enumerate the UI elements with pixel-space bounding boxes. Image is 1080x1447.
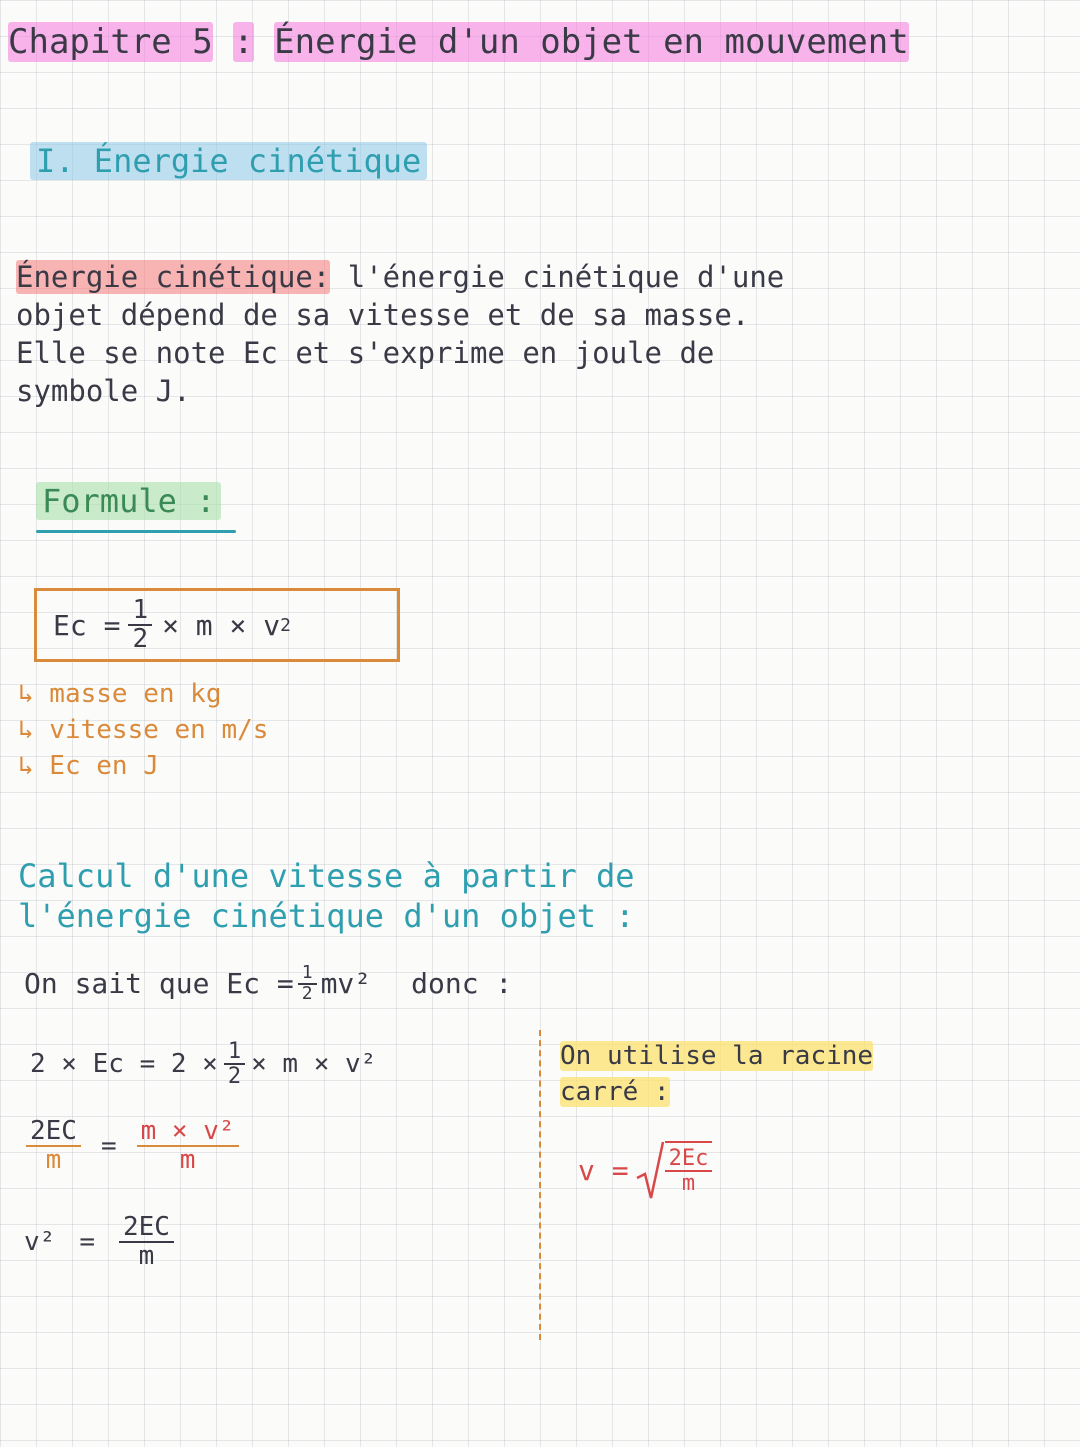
- calc-step3-l: v²: [24, 1227, 56, 1258]
- formula-box: [34, 588, 400, 662]
- side-note: [560, 1038, 873, 1110]
- calc-title-line-1: Calcul d'une vitesse à partir de: [18, 857, 635, 895]
- root-formula: [578, 1138, 712, 1202]
- calc-title-line-2: l'énergie cinétique d'un objet :: [18, 897, 635, 935]
- calc-step3-frac: [119, 1214, 174, 1271]
- unit-energy: ↳ Ec en J: [18, 751, 159, 781]
- formula-half: [128, 594, 152, 654]
- root-lhs: v =: [578, 1153, 629, 1187]
- definition-line-1: [16, 258, 784, 296]
- chapter-number: Chapitre 5: [8, 22, 213, 62]
- chapter-sep: :: [233, 22, 254, 62]
- calc-step3-eq: =: [79, 1227, 95, 1258]
- calc-step1-den: 2: [227, 1064, 242, 1090]
- calc-step2-lnum: 2EC: [26, 1118, 81, 1147]
- unit-speed: ↳ vitesse en m/s: [18, 715, 269, 745]
- calc-step3-den: m: [138, 1241, 155, 1272]
- section-heading: I. Énergie cinétique: [30, 142, 427, 180]
- definition-term: Énergie cinétique:: [16, 260, 331, 294]
- calc-step3-num: 2EC: [119, 1214, 174, 1243]
- definition-line-2: objet dépend de sa vitesse et de sa masse.: [16, 298, 750, 332]
- calc-step1-a: 2 × Ec = 2 ×: [30, 1049, 218, 1080]
- calc-intro: [24, 964, 512, 1004]
- calc-intro-b: mv²: [320, 967, 372, 1001]
- formula-half-den: 2: [132, 624, 149, 654]
- calc-title: [18, 856, 635, 936]
- calc-intro-den: 2: [301, 982, 313, 1004]
- definition-line-3: Elle se note Ec et s'exprime en joule de: [16, 336, 715, 370]
- definition-line-4: symbole J.: [16, 374, 191, 408]
- calc-step2-lden: m: [45, 1145, 62, 1176]
- unit-mass: ↳ masse en kg: [18, 679, 222, 709]
- calc-intro-a: On sait que Ec =: [24, 967, 294, 1001]
- units-list: [18, 676, 268, 784]
- root-num: 2Ec: [665, 1147, 713, 1172]
- definition-block: [16, 258, 784, 410]
- formula-rhs: × m × v: [162, 608, 281, 642]
- calc-intro-num: 1: [298, 964, 317, 985]
- calc-intro-frac: [298, 964, 317, 1004]
- calc-step2-rnum: m × v²: [137, 1118, 239, 1147]
- calc-step2-left: [26, 1118, 81, 1175]
- calc-step2-rden: m: [179, 1145, 196, 1176]
- calc-step1-frac: [224, 1040, 245, 1088]
- chapter-subject: Énergie d'un objet en mouvement: [274, 22, 909, 62]
- root-den: m: [681, 1171, 696, 1196]
- calc-step-3: [24, 1214, 174, 1271]
- calc-step1-num: 1: [224, 1040, 245, 1065]
- formula-exponent: 2: [280, 614, 291, 636]
- chapter-title: [8, 22, 909, 62]
- calc-intro-c: donc :: [411, 967, 513, 1001]
- formula-lhs: Ec =: [53, 608, 121, 642]
- root-frac: [665, 1141, 713, 1195]
- side-note-line-2: carré :: [560, 1077, 670, 1107]
- formula-label-underline: [36, 530, 236, 533]
- calc-step1-b: × m × v²: [251, 1049, 377, 1080]
- formula-label: Formule :: [36, 482, 221, 520]
- calc-step-1: [30, 1040, 376, 1088]
- definition-text-1: l'énergie cinétique d'une: [347, 260, 785, 294]
- side-note-line-1: On utilise la racine: [560, 1041, 874, 1071]
- formula-half-num: 1: [128, 597, 152, 626]
- calc-step-2: [26, 1118, 239, 1175]
- calc-step2-eq: =: [100, 1131, 117, 1162]
- sqrt-icon: [635, 1138, 665, 1202]
- side-divider: [539, 1030, 541, 1340]
- calc-step2-right: [137, 1118, 239, 1175]
